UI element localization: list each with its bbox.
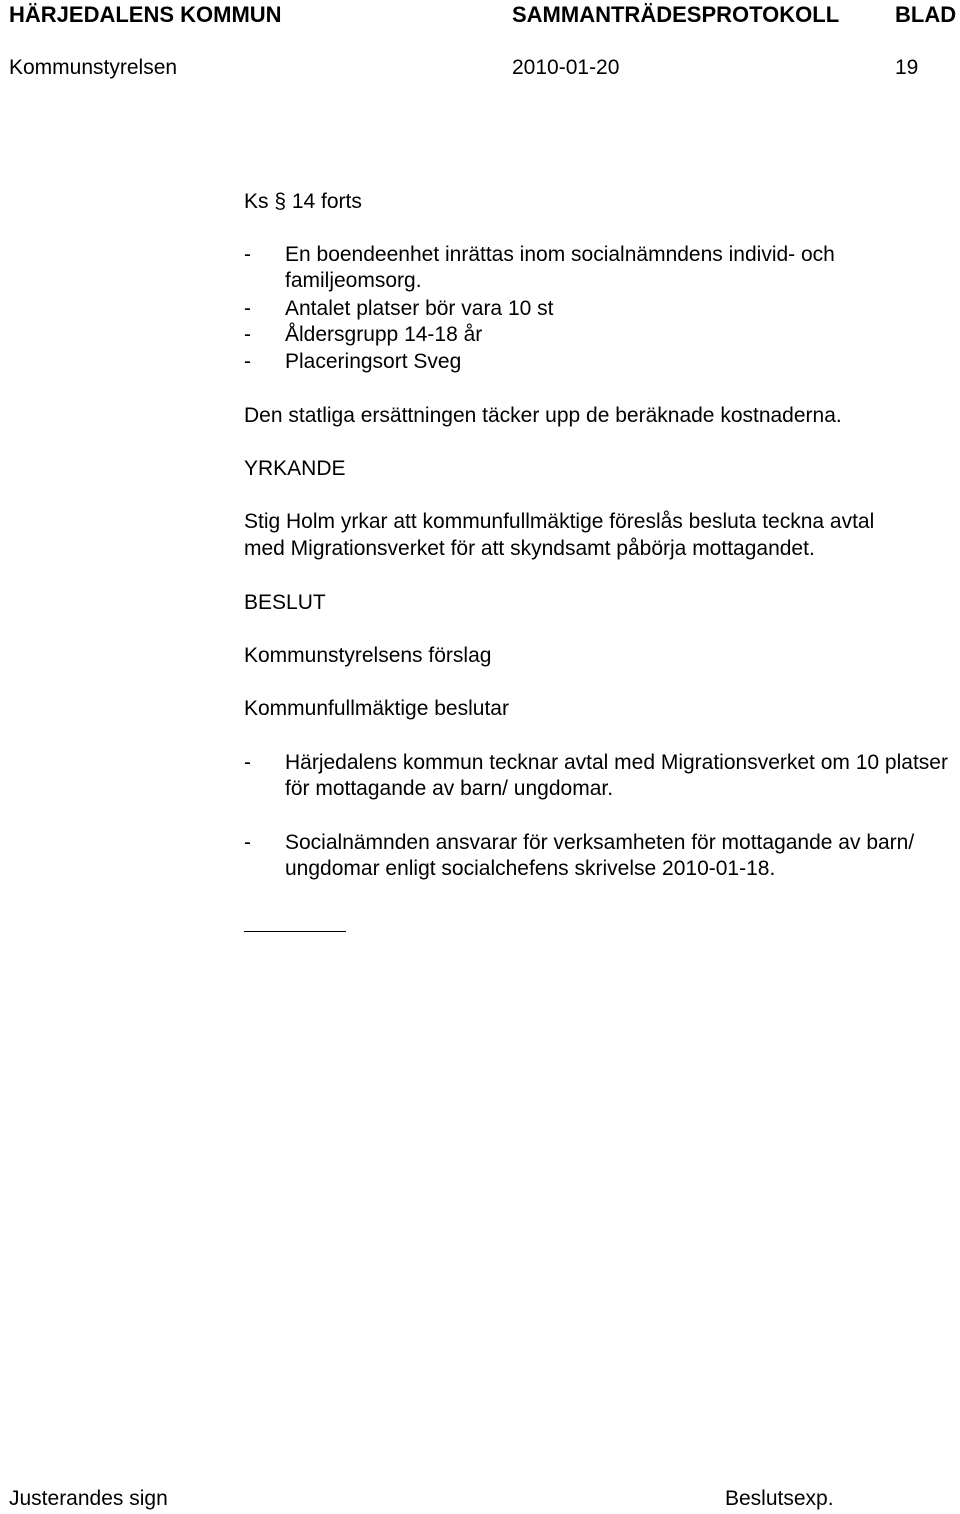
list-item	[244, 830, 954, 882]
list-dash: -	[244, 831, 251, 854]
list-item	[244, 322, 954, 348]
list-item-text: Socialnämnden ansvarar för verksamheten för mottagande av barn/ ungdomar enligt socialchefens skrivelse 2010-01-18.	[285, 831, 915, 880]
list-item-text: En boendeenhet inrättas inom socialnämndens individ- och familjeomsorg.	[285, 243, 835, 292]
committee-name: Kommunstyrelsen	[9, 56, 178, 79]
footer-sign-label: Justerandes sign	[9, 1487, 168, 1510]
beslut-heading: BESLUT	[244, 591, 326, 614]
list-item-text: Antalet platser bör vara 10 st	[285, 297, 554, 320]
list-item	[244, 349, 954, 375]
doc-type: SAMMANTRÄDESPROTOKOLL	[512, 2, 840, 27]
list-item	[244, 296, 954, 322]
list-dash: -	[244, 350, 251, 373]
blad-label: BLAD	[895, 2, 957, 27]
org-name: HÄRJEDALENS KOMMUN	[9, 2, 282, 27]
list-dash: -	[244, 243, 251, 266]
list-item	[244, 750, 954, 802]
meeting-date: 2010-01-20	[512, 56, 620, 79]
signature-line	[244, 931, 346, 932]
yrkande-text-line1: Stig Holm yrkar att kommunfullmäktige föreslås besluta teckna avtal	[244, 510, 875, 533]
list-dash: -	[244, 323, 251, 346]
list-dash: -	[244, 751, 251, 774]
beslut-proposal: Kommunstyrelsens förslag	[244, 644, 492, 667]
list-item-text: Placeringsort Sveg	[285, 350, 462, 373]
section-ref: Ks § 14 forts	[244, 190, 362, 213]
list-dash: -	[244, 297, 251, 320]
compensation-text: Den statliga ersättningen täcker upp de beräknade kostnaderna.	[244, 404, 842, 427]
beslut-decides: Kommunfullmäktige beslutar	[244, 697, 509, 720]
yrkande-text-line2: med Migrationsverket för att skyndsamt påbörja mottagandet.	[244, 537, 815, 560]
yrkande-heading: YRKANDE	[244, 457, 346, 480]
list-item	[244, 242, 954, 294]
list-item-text: Åldersgrupp 14-18 år	[285, 323, 483, 346]
list-item-text: Härjedalens kommun tecknar avtal med Migrationsverket om 10 platser för mottagande av barn/ ungdomar.	[285, 751, 948, 800]
page-number: 19	[895, 56, 919, 79]
footer-exp-label: Beslutsexp.	[725, 1487, 834, 1510]
